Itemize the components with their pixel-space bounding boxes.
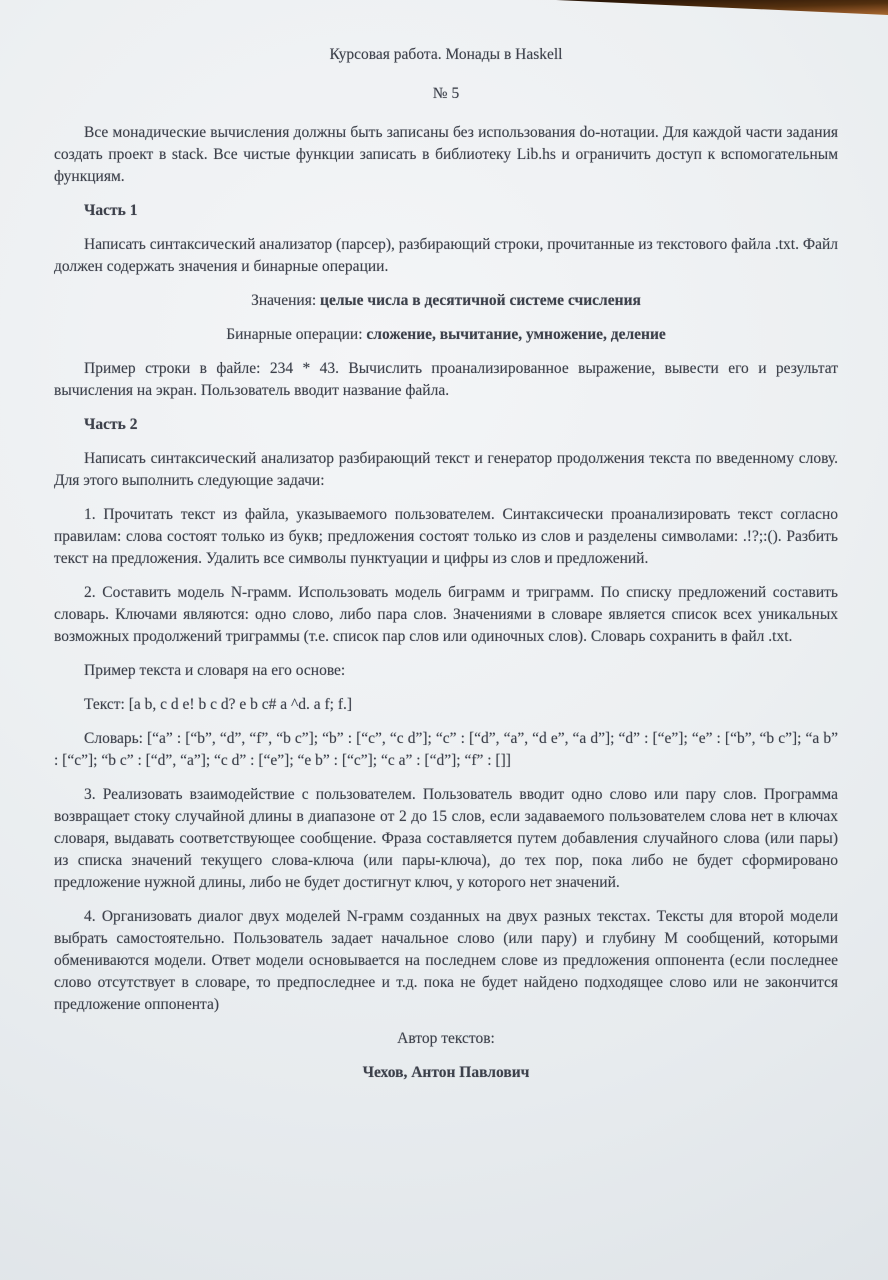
document-page [54, 44, 838, 1096]
values-value: целые числа в десятичной системе счисления [320, 292, 641, 309]
part1-operations-line [54, 324, 838, 346]
intro-paragraph: Все монадические вычисления должны быть записаны без использования do-нотации. Для каждой части задания создать проект в stack. Все чистые функции записать в библиотеку Lib.hs и ограничить доступ к вспомогательным функциям. [54, 124, 838, 185]
photo-table-edge [556, 0, 888, 15]
values-label: Значения: [251, 292, 321, 309]
author-name: Чехов, Антон Павлович [362, 1064, 530, 1081]
document-title: Курсовая работа. Монады в Haskell [329, 46, 563, 63]
part2-item-2: 2. Составить модель N-грамм. Использовать модель биграмм и триграмм. По списку предложений составить словарь. Ключами являются: одно слово, либо пара слов. Значениями в словаре является список всех уникальных возможных продолжений триграммы (т.е. список пар слов или одиночных слов). Словарь сохранить в файл .txt. [54, 584, 838, 645]
part2-heading: Часть 2 [84, 416, 138, 433]
part2-example-text: Текст: [a b, c d e! b c d? e b c# a ^d. a f; f.] [84, 696, 353, 713]
part2-item-1: 1. Прочитать текст из файла, указываемого пользователем. Синтаксически проанализировать текст согласно правилам: слова состоят только из букв; предложения состоят только из слов и разделены символами: .!?;:(). Разбить текст на предложения. Удалить все символы пунктуации и цифры из слов и предложений. [54, 506, 838, 567]
part1-values-line [54, 290, 838, 312]
part1-heading: Часть 1 [84, 202, 138, 219]
part2-example-dictionary: Словарь: [“a” : [“b”, “d”, “f”, “b c”]; “b” : [“c”, “c d”]; “c” : [“d”, “a”, “d e”, “a d”]; “d” : [“e”]; “e” : [“b”, “b c”]; “a b” : [“c”]; “b c” : [“d”, “a”]; “c d” : [“e”]; “e b” : [“c”]; “c a” : [“d”]; “f” : []] [54, 730, 838, 769]
variant-number: № 5 [432, 85, 460, 102]
part2-item-4: 4. Организовать диалог двух моделей N-грамм созданных на двух разных текстах. Тексты для второй модели выбрать самостоятельно. Пользователь задает начальное слово (или пару) и глубину М сообщений, которыми обмениваются модели. Ответ модели основывается на последнем слове из предложения оппонента (если последнее слово отсутствует в словаре, то предпоследнее и т.д. пока не будет найдено подходящее слово или не закончится предложение оппонента) [54, 908, 838, 1013]
part1-example-paragraph: Пример строки в файле: 234 * 43. Вычислить проанализированное выражение, вывести его и результат вычисления на экран. Пользователь вводит название файла. [54, 360, 838, 399]
author-label: Автор текстов: [397, 1030, 495, 1047]
operations-label: Бинарные операции: [226, 326, 367, 343]
operations-value: сложение, вычитание, умножение, деление [366, 326, 666, 343]
part2-task-paragraph: Написать синтаксический анализатор разбирающий текст и генератор продолжения текста по введенному слову. Для этого выполнить следующие задачи: [54, 450, 838, 489]
part1-task-paragraph: Написать синтаксический анализатор (парсер), разбирающий строки, прочитанные из текстового файла .txt. Файл должен содержать значения и бинарные операции. [54, 236, 838, 275]
part2-item-3: 3. Реализовать взаимодействие с пользователем. Пользователь вводит одно слово или пару слов. Программа возвращает стоку случайной длины в диапазоне от 2 до 15 слов, если задаваемого пользователем слова нет в ключах словаря, выдавать соответствующее сообщение. Фраза составляется путем добавления случайного слова (или пары) из списка значений текущего слова-ключа (или пары-ключа), до тех пор, пока либо не будет сформировано предложение нужной длины, либо не будет достигнут ключ, у которого нет значений. [54, 786, 838, 891]
part2-example-intro: Пример текста и словаря на его основе: [84, 662, 346, 679]
